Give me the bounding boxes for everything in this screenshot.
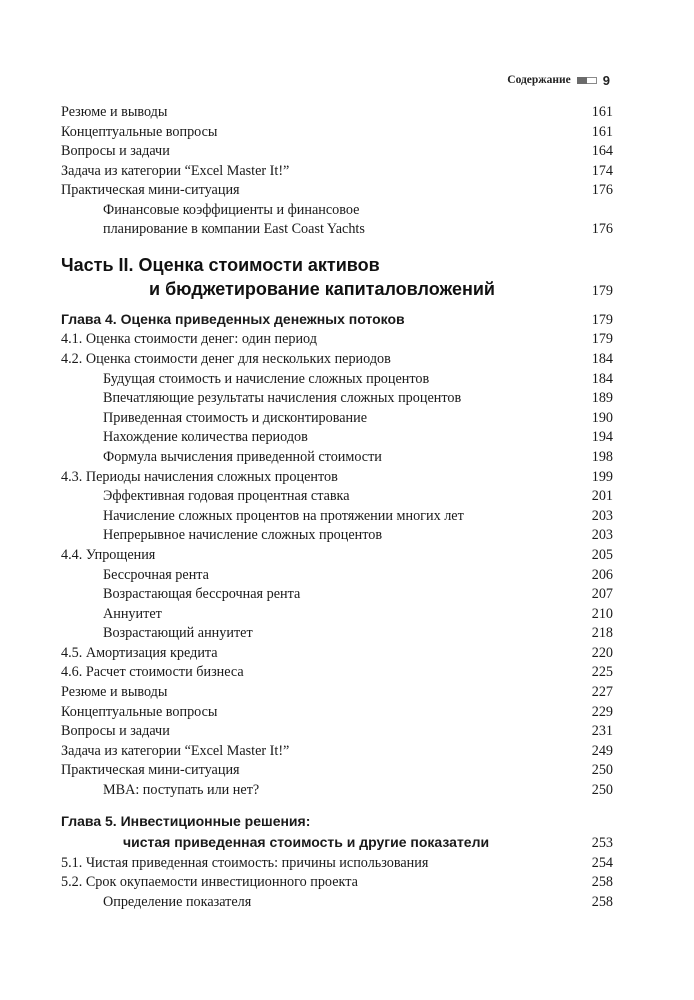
- toc-entry-page: 258: [591, 874, 613, 891]
- toc-entry-text: Вопросы и задачи: [61, 723, 170, 740]
- toc-entry: [61, 585, 613, 605]
- toc-entry: [61, 370, 613, 390]
- toc-entry: [61, 644, 613, 664]
- chapter-page: 253: [591, 834, 613, 851]
- toc-entry-page: 220: [591, 644, 613, 661]
- toc-entry-text: 4.1. Оценка стоимости денег: один период: [61, 331, 317, 348]
- toc-entry: [61, 487, 613, 507]
- toc-entry: [61, 546, 613, 566]
- toc-entry-page: 258: [591, 893, 613, 910]
- toc-entry: [61, 123, 613, 143]
- toc-entry-text: Определение показателя: [103, 893, 252, 910]
- toc-entry: [61, 722, 613, 742]
- chapter-title-line2: чистая приведенная стоимость и другие показатели: [123, 833, 490, 850]
- toc-block-ch3-end: [61, 103, 613, 201]
- toc-entry-text: Финансовые коэффициенты и финансовое: [103, 201, 360, 218]
- toc-entry-page: 189: [591, 390, 613, 407]
- toc-entry-page: 203: [591, 507, 613, 524]
- toc-entry-text: 4.2. Оценка стоимости денег для нескольких периодов: [61, 350, 391, 367]
- toc-entry-text: Концептуальные вопросы: [61, 123, 218, 140]
- page-number: 9: [602, 72, 610, 88]
- toc-entry: [61, 683, 613, 703]
- toc-entry-text: 4.4. Упрощения: [61, 546, 156, 563]
- toc-entry: [61, 162, 613, 182]
- chapter-heading-5: [61, 811, 613, 854]
- header-marker-icon: [577, 77, 597, 84]
- toc-entry-page: 194: [591, 429, 613, 446]
- toc-entry-page: 250: [591, 762, 613, 779]
- chapter-title: Глава 4. Оценка приведенных денежных потоков: [61, 311, 405, 328]
- chapter-4-entries: [61, 330, 613, 800]
- toc-entry: [61, 507, 613, 527]
- running-header: [507, 72, 610, 88]
- toc-entry: [61, 742, 613, 762]
- toc-entry-text: 5.1. Чистая приведенная стоимость: причины использования: [61, 854, 429, 871]
- toc-entry-page: 161: [591, 123, 613, 140]
- part-page: 179: [591, 283, 613, 300]
- toc-entry-text: Формула вычисления приведенной стоимости: [103, 448, 382, 465]
- toc-entry-page: 206: [591, 566, 613, 583]
- part-title-line2-row: [61, 277, 613, 303]
- toc-entry-page: 218: [591, 625, 613, 642]
- toc-entry-page: 229: [591, 703, 613, 720]
- toc-entry-text: Задача из категории “Excel Master It!”: [61, 162, 290, 179]
- toc-entry: [61, 448, 613, 468]
- toc-entry: [61, 703, 613, 723]
- toc-entry: [61, 761, 613, 781]
- toc-entry: [61, 526, 613, 546]
- toc-entry-text: Будущая стоимость и начисление сложных процентов: [103, 370, 430, 387]
- toc-entry-text: Возрастающий аннуитет: [103, 625, 253, 642]
- toc-entry-text: Практическая мини-ситуация: [61, 762, 240, 779]
- toc-entry-page: 210: [591, 605, 613, 622]
- toc-entry: [61, 389, 613, 409]
- toc-entry: [61, 663, 613, 683]
- toc-entry: [61, 181, 613, 201]
- toc-entry: [61, 781, 613, 801]
- toc-entry-text: Концептуальные вопросы: [61, 703, 218, 720]
- toc-entry-page: 205: [591, 546, 613, 563]
- toc-entry: [61, 854, 613, 874]
- toc-entry-page: 231: [591, 723, 613, 740]
- toc-entry-page: 176: [591, 221, 613, 238]
- toc-entry-page: 184: [591, 350, 613, 367]
- toc-entry: [61, 103, 613, 123]
- toc-entry-page: 227: [591, 684, 613, 701]
- toc-entry-page: 201: [591, 488, 613, 505]
- toc-entry-case1-line1: [61, 201, 613, 220]
- toc-entry-page: 179: [591, 331, 613, 348]
- toc-entry-text: MBA: поступать или нет?: [103, 782, 260, 799]
- toc-entry-page: 225: [591, 664, 613, 681]
- toc-entry-page: 174: [591, 162, 613, 179]
- part-title-line2: и бюджетирование капиталовложений: [149, 279, 495, 300]
- toc-entry: [61, 893, 613, 913]
- toc-entry-text: Непрерывное начисление сложных процентов: [103, 527, 383, 544]
- toc-entry-page: 207: [591, 586, 613, 603]
- toc-entry-text: Впечатляющие результаты начисления сложных процентов: [103, 390, 462, 407]
- toc-entry-text: 5.2. Срок окупаемости инвестиционного проекта: [61, 874, 358, 891]
- toc-entry-page: 249: [591, 742, 613, 759]
- toc-entry: [61, 605, 613, 625]
- toc-entry-text: 4.5. Амортизация кредита: [61, 644, 218, 661]
- toc-entry-text: планирование в компании East Coast Yachts: [103, 221, 365, 238]
- running-header-title: Содержание: [507, 74, 571, 86]
- toc-entry: [61, 409, 613, 429]
- toc-entry-page: 199: [591, 468, 613, 485]
- toc-entry-text: Бессрочная рента: [103, 566, 209, 583]
- toc-entry-text: 4.6. Расчет стоимости бизнеса: [61, 664, 244, 681]
- toc-entry-page: 190: [591, 409, 613, 426]
- toc-entry-text: Практическая мини-ситуация: [61, 182, 240, 199]
- toc-entry: [61, 142, 613, 162]
- chapter-heading-4: [61, 309, 613, 330]
- toc-entry-text: Начисление сложных процентов на протяжении многих лет: [103, 507, 464, 524]
- part-heading: [61, 253, 613, 303]
- toc-entry-page: 254: [591, 854, 613, 871]
- toc-entry-page: 198: [591, 448, 613, 465]
- toc-entry: [61, 873, 613, 893]
- toc-entry-page: 184: [591, 370, 613, 387]
- toc-entry-text: Нахождение количества периодов: [103, 429, 308, 446]
- toc-entry-text: Резюме и выводы: [61, 684, 168, 701]
- toc-entry-page: 250: [591, 782, 613, 799]
- toc-entry: [61, 566, 613, 586]
- toc-entry-page: 203: [591, 527, 613, 544]
- chapter-title-line2-row: [61, 832, 613, 854]
- table-of-contents: [61, 103, 613, 912]
- chapter-5-entries: [61, 854, 613, 913]
- toc-entry-page: 161: [591, 104, 613, 120]
- toc-entry: [61, 468, 613, 488]
- toc-entry-text: Резюме и выводы: [61, 104, 168, 120]
- toc-entry: [61, 624, 613, 644]
- toc-entry: [61, 330, 613, 350]
- toc-entry-text: Приведенная стоимость и дисконтирование: [103, 409, 368, 426]
- toc-entry: [61, 350, 613, 370]
- toc-entry-page: 164: [591, 143, 613, 160]
- chapter-page: 179: [591, 312, 613, 329]
- toc-entry-case1-line2: [61, 220, 613, 239]
- toc-entry-text: Эффективная годовая процентная ставка: [103, 488, 350, 505]
- part-title-line1: Часть II. Оценка стоимости активов: [61, 255, 380, 276]
- toc-entry: [61, 428, 613, 448]
- toc-entry-text: Аннуитет: [103, 605, 162, 622]
- toc-entry-text: Вопросы и задачи: [61, 143, 170, 160]
- chapter-title-line1: Глава 5. Инвестиционные решения:: [61, 812, 311, 829]
- toc-entry-text: Задача из категории “Excel Master It!”: [61, 742, 290, 759]
- toc-entry-page: 176: [591, 182, 613, 199]
- toc-entry-text: 4.3. Периоды начисления сложных процентов: [61, 468, 338, 485]
- toc-entry-text: Возрастающая бессрочная рента: [103, 586, 301, 603]
